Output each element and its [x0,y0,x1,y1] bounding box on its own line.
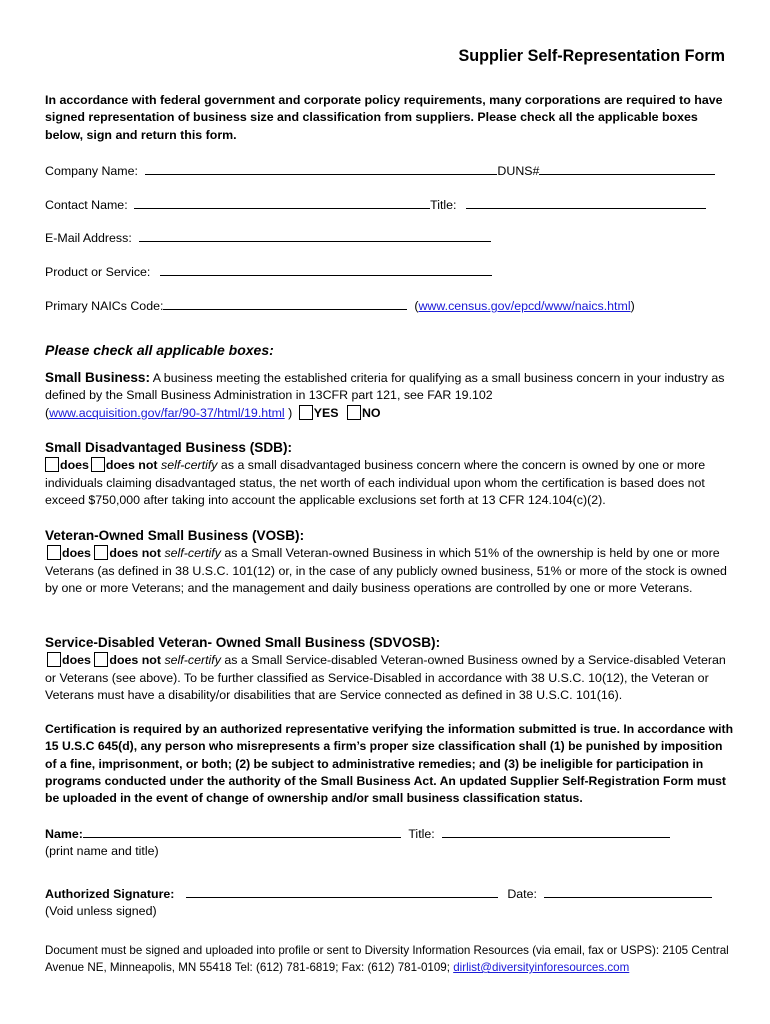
sdb-does-not-checkbox[interactable] [91,457,105,472]
yes-label: YES [313,405,339,420]
footer [45,942,735,976]
naics-row: Primary NAICs Code: (www.census.gov/epcd/www/naics.html) [45,299,635,313]
vosb-section [45,527,735,597]
sdb-section [45,439,735,509]
yes-checkbox[interactable] [299,405,313,420]
sig-title-field[interactable] [442,825,670,838]
vosb-does-not-label: does not [109,546,162,561]
date-label: Date: [507,887,537,901]
vosb-self-certify: self-certify [164,546,221,561]
sdvosb-text: as a Small Service-disabled Veteran-owned Business owned by a Service-disabled Veteran or Veterans (see above). To be further classified as Service-Disabled in accordance with 38 U.S.C. 10(12), the Veteran or Veterans must have a disability/or disabilities that are Service connected as defined in 38 U.S.C. 101(16). [45,653,726,702]
sdvosb-does-not-label: does not [109,653,162,668]
title-label: Title: [430,198,457,212]
footer-email-link[interactable]: dirlist@diversityinforesources.com [453,961,630,974]
sdb-self-certify: self-certify [161,458,218,473]
contact-name-label: Contact Name: [45,198,128,212]
naics-link[interactable]: www.census.gov/epcd/www/naics.html [418,299,631,313]
sdb-does-checkbox[interactable] [45,457,59,472]
sdb-does-not-label: does not [105,458,158,473]
company-name-field[interactable] [145,162,497,175]
product-row [45,263,492,281]
sdvosb-does-checkbox[interactable] [47,652,61,667]
vosb-text: as a Small Veteran-owned Business in which 51% of the ownership is held by one or more Veterans (as defined in 38 U.S.C. 101(12) or, in the case of any publicly owned business, 51% or more of the stock is owned by one or more Veterans; and the management and daily business operations are controlled by one or more Veterans. [45,546,727,595]
small-business-section: Small Business: A business meeting the established criteria for qualifying as a small business concern in your industry as defined by the Small Business Administration in 13CFR part 121, see FAR 19.102 (www.acquisition.gov/far/90-37/html/19.html ) YES NO [45,370,725,420]
vosb-does-label: does [62,546,91,561]
no-checkbox[interactable] [347,405,361,420]
duns-field[interactable] [539,162,715,175]
sdvosb-heading: Service-Disabled Veteran- Owned Small Business (SDVOSB): [45,635,441,650]
sdb-does-label: does [60,458,89,473]
email-field[interactable] [139,229,491,242]
product-label: Product or Service: [45,265,151,279]
company-row [45,162,715,180]
contact-row [45,196,706,214]
vosb-does-not-checkbox[interactable] [94,545,108,560]
sig-title-label: Title: [408,827,435,841]
email-label: E-Mail Address: [45,231,132,245]
sdvosb-section [45,634,735,704]
no-label: NO [361,405,381,420]
check-heading: Please check all applicable boxes: [45,342,274,358]
footer-text: Document must be signed and uploaded into profile or sent to Diversity Information Resources (via email, fax or USPS): 2105 Central Avenue NE, Minneapolis, MN 55418 Tel: (612) 781-6819; Fax: (612) 781-0109; [45,944,729,974]
name-row [45,825,670,843]
name-field[interactable] [83,825,401,838]
signature-label: Authorized Signature: [45,887,175,901]
email-row [45,229,491,247]
sdvosb-self-certify: self-certify [164,653,221,668]
sdvosb-does-label: does [62,653,91,668]
naics-field[interactable] [163,297,407,310]
signature-field[interactable] [186,885,498,898]
vosb-heading: Veteran-Owned Small Business (VOSB): [45,528,305,543]
intro-text: In accordance with federal government and corporate policy requirements, many corporations are required to have signed representation of business size and classification from suppliers. Please check all the applicable boxes below, sign and return this form. [45,93,723,142]
small-business-text: A business meeting the established criteria for qualifying as a small business concern in your industry as defined by the Small Business Administration in 13CFR part 121, see FAR 19.102 [45,371,725,403]
product-field[interactable] [160,263,492,276]
certification-text: Certification is required by an authorized representative verifying the information submitted is true. In accordance with 15 U.S.C 645(d), any person who misrepresents a firm’s proper size classification shall (1) be punished by imposition of a fine, imprisonment, or both; (2) be subject to administrative remedies; and (3) be ineligible for participation in programs conducted under the authority of the Small Business Act. An updated Supplier Self-Registration Form must be uploaded in the event of change of ownership and/or small business classification status. [45,722,734,806]
date-field[interactable] [544,885,712,898]
name-hint: (print name and title) [45,844,159,858]
signature-hint: (Void unless signed) [45,904,157,918]
far-link[interactable]: www.acquisition.gov/far/90-37/html/19.html [49,405,285,420]
company-name-label: Company Name: [45,164,138,178]
signature-row [45,885,712,903]
sdb-text: as a small disadvantaged business concern where the concern is owned by one or more individuals claiming disadvantaged status, the net worth of each individual upon whom the certification is based does not exceed $750,000 after taking into account the applicable exclusions set forth at 13 CFR 124.104(c)(2). [45,458,706,507]
naics-label: Primary NAICs Code: [45,299,164,313]
small-business-heading: Small Business: [45,370,151,385]
title-field[interactable] [466,196,706,209]
sdb-heading: Small Disadvantaged Business (SDB): [45,440,293,455]
sdvosb-does-not-checkbox[interactable] [94,652,108,667]
page-title: Supplier Self-Representation Form [458,46,725,65]
contact-name-field[interactable] [134,196,430,209]
vosb-does-checkbox[interactable] [47,545,61,560]
name-label: Name: [45,827,83,841]
duns-label: DUNS# [497,164,540,178]
